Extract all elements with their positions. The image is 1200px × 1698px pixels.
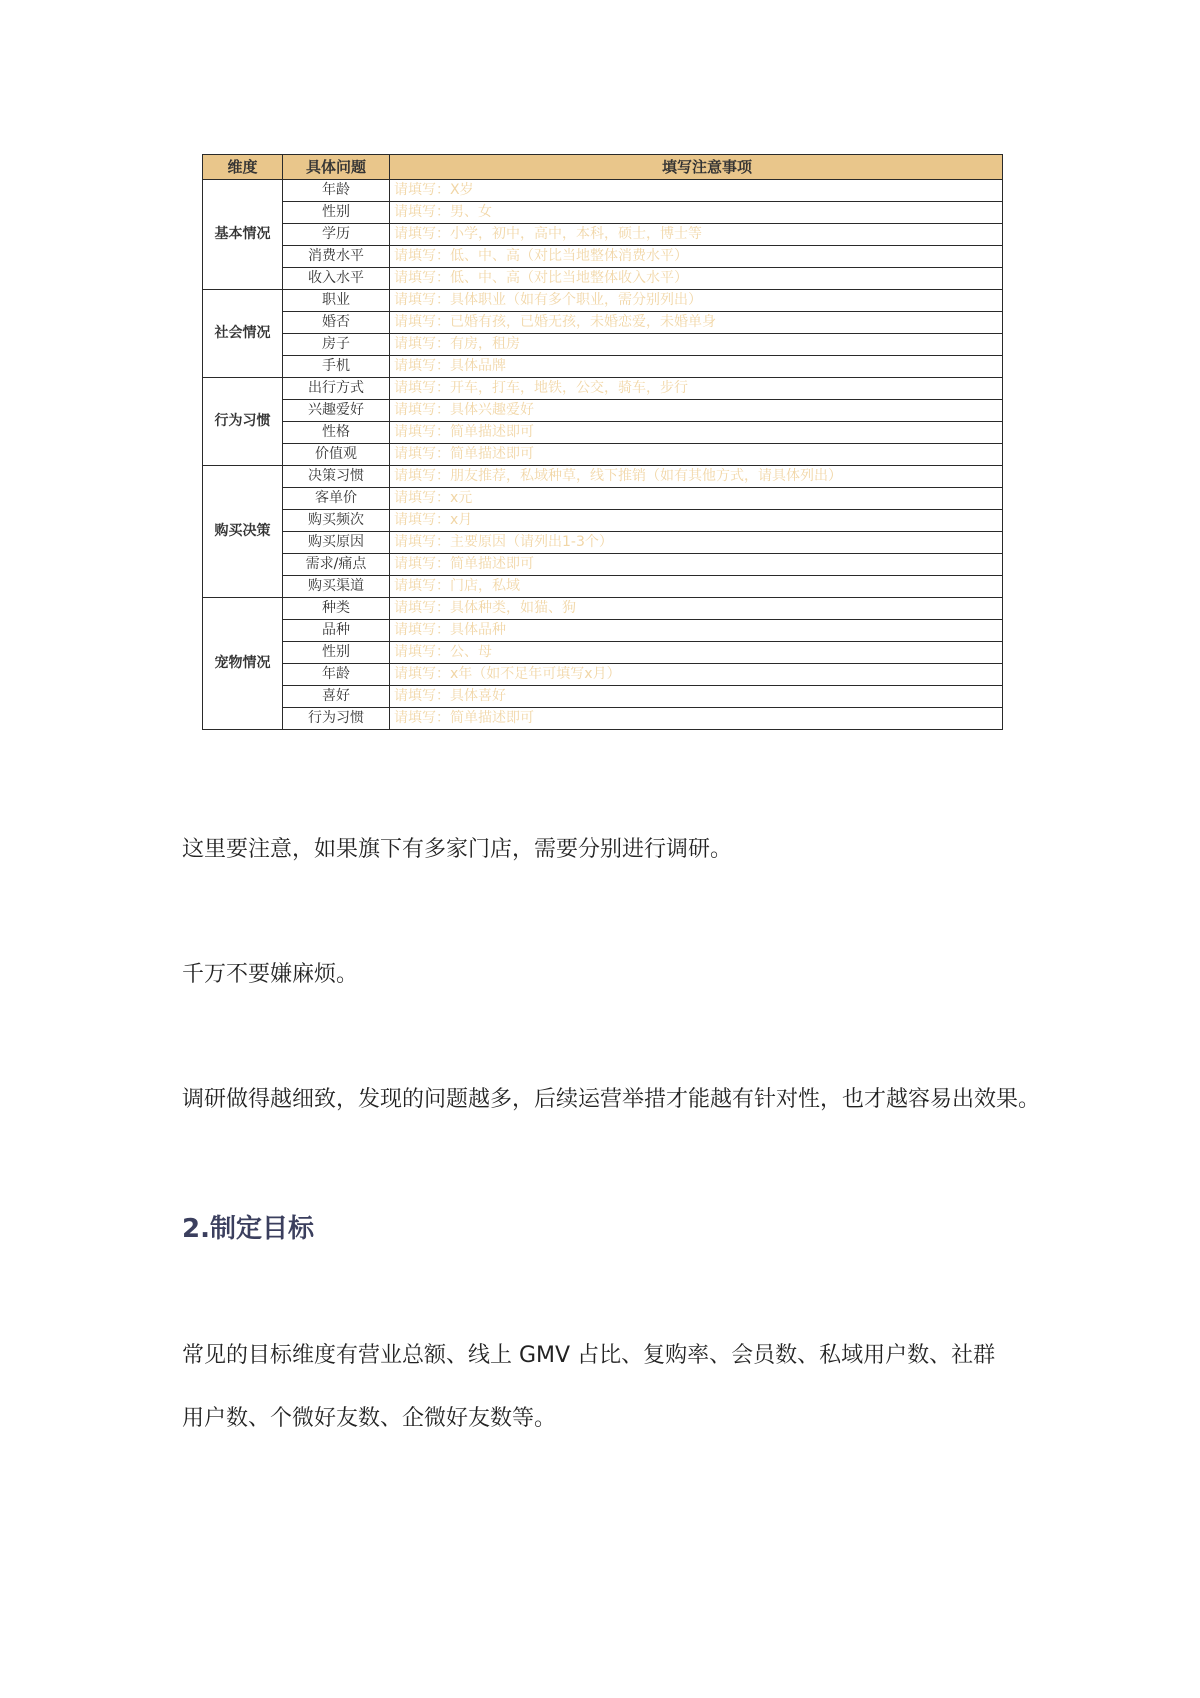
- table-row: [203, 642, 1003, 664]
- table-row: [203, 400, 1003, 422]
- question-cell: 职业: [283, 290, 390, 312]
- table-row: [203, 312, 1003, 334]
- table-row: [203, 598, 1003, 620]
- table-row: [203, 708, 1003, 730]
- note-cell: 请填写：具体品牌: [390, 356, 1003, 378]
- table-row: [203, 444, 1003, 466]
- question-cell: 学历: [283, 224, 390, 246]
- table-row: [203, 510, 1003, 532]
- note-cell: 请填写：具体兴趣爱好: [390, 400, 1003, 422]
- table-body: [203, 180, 1003, 730]
- note-cell: 请填写：具体职业（如有多个职业，需分别列出）: [390, 290, 1003, 312]
- question-cell: 客单价: [283, 488, 390, 510]
- table-row: [203, 334, 1003, 356]
- question-cell: 决策习惯: [283, 466, 390, 488]
- dimension-cell: 购买决策: [203, 466, 283, 598]
- note-cell: 请填写：x元: [390, 488, 1003, 510]
- table-row: [203, 554, 1003, 576]
- note-cell: 请填写：具体喜好: [390, 686, 1003, 708]
- question-cell: 兴趣爱好: [283, 400, 390, 422]
- question-cell: 年龄: [283, 180, 390, 202]
- table-row: [203, 664, 1003, 686]
- note-cell: 请填写：简单描述即可: [390, 708, 1003, 730]
- survey-table: [202, 154, 1003, 730]
- question-cell: 行为习惯: [283, 708, 390, 730]
- question-cell: 性别: [283, 642, 390, 664]
- question-cell: 房子: [283, 334, 390, 356]
- note-cell: 请填写：x年（如不足年可填写x月）: [390, 664, 1003, 686]
- question-cell: 性格: [283, 422, 390, 444]
- header-question: 具体问题: [283, 155, 390, 180]
- note-cell: 请填写：公、母: [390, 642, 1003, 664]
- question-cell: 出行方式: [283, 378, 390, 400]
- note-cell: 请填写：具体品种: [390, 620, 1003, 642]
- paragraph-note: 这里要注意，如果旗下有多家门店，需要分别进行调研。: [182, 837, 733, 862]
- table-row: [203, 356, 1003, 378]
- question-cell: 购买原因: [283, 532, 390, 554]
- note-cell: 请填写：有房，租房: [390, 334, 1003, 356]
- note-cell: 请填写：已婚有孩，已婚无孩，未婚恋爱，未婚单身: [390, 312, 1003, 334]
- note-cell: 请填写：男、女: [390, 202, 1003, 224]
- table-row: [203, 202, 1003, 224]
- table-row: [203, 488, 1003, 510]
- table-row: [203, 224, 1003, 246]
- note-cell: 请填写：X岁: [390, 180, 1003, 202]
- table-row: [203, 466, 1003, 488]
- note-cell: 请填写：门店，私域: [390, 576, 1003, 598]
- table-row: [203, 180, 1003, 202]
- header-notes: 填写注意事项: [390, 155, 1003, 180]
- note-cell: 请填写：简单描述即可: [390, 422, 1003, 444]
- question-cell: 需求/痛点: [283, 554, 390, 576]
- note-cell: 请填写：主要原因（请列出1-3个）: [390, 532, 1003, 554]
- question-cell: 消费水平: [283, 246, 390, 268]
- note-cell: 请填写：x月: [390, 510, 1003, 532]
- table-row: [203, 620, 1003, 642]
- dimension-cell: 社会情况: [203, 290, 283, 378]
- section-body-line1: 常见的目标维度有营业总额、线上 GMV 占比、复购率、会员数、私域用户数、社群: [182, 1343, 996, 1368]
- note-cell: 请填写：朋友推荐，私域种草，线下推销（如有其他方式，请具体列出）: [390, 466, 1003, 488]
- note-cell: 请填写：简单描述即可: [390, 554, 1003, 576]
- table-row: [203, 378, 1003, 400]
- dimension-cell: 基本情况: [203, 180, 283, 290]
- table-row: [203, 290, 1003, 312]
- table-row: [203, 422, 1003, 444]
- question-cell: 品种: [283, 620, 390, 642]
- question-cell: 性别: [283, 202, 390, 224]
- dimension-cell: 行为习惯: [203, 378, 283, 466]
- question-cell: 手机: [283, 356, 390, 378]
- table-header-row: [203, 155, 1003, 180]
- note-cell: 请填写：具体种类，如猫、狗: [390, 598, 1003, 620]
- question-cell: 种类: [283, 598, 390, 620]
- section-body-line2: 用户数、个微好友数、企微好友数等。: [182, 1406, 557, 1431]
- paragraph-detail: 调研做得越细致，发现的问题越多，后续运营举措才能越有针对性，也才越容易出效果。: [182, 1087, 1041, 1112]
- table-row: [203, 576, 1003, 598]
- question-cell: 婚否: [283, 312, 390, 334]
- header-dimension: 维度: [203, 155, 283, 180]
- table-row: [203, 532, 1003, 554]
- table-row: [203, 686, 1003, 708]
- note-cell: 请填写：简单描述即可: [390, 444, 1003, 466]
- question-cell: 购买频次: [283, 510, 390, 532]
- question-cell: 价值观: [283, 444, 390, 466]
- question-cell: 喜好: [283, 686, 390, 708]
- table-row: [203, 246, 1003, 268]
- section-heading: 2.制定目标: [182, 1214, 314, 1244]
- note-cell: 请填写：低、中、高（对比当地整体消费水平）: [390, 246, 1003, 268]
- question-cell: 收入水平: [283, 268, 390, 290]
- note-cell: 请填写：小学，初中，高中，本科，硕士，博士等: [390, 224, 1003, 246]
- table-row: [203, 268, 1003, 290]
- note-cell: 请填写：开车，打车，地铁，公交，骑车，步行: [390, 378, 1003, 400]
- dimension-cell: 宠物情况: [203, 598, 283, 730]
- note-cell: 请填写：低、中、高（对比当地整体收入水平）: [390, 268, 1003, 290]
- question-cell: 购买渠道: [283, 576, 390, 598]
- question-cell: 年龄: [283, 664, 390, 686]
- paragraph-reminder: 千万不要嫌麻烦。: [182, 962, 359, 987]
